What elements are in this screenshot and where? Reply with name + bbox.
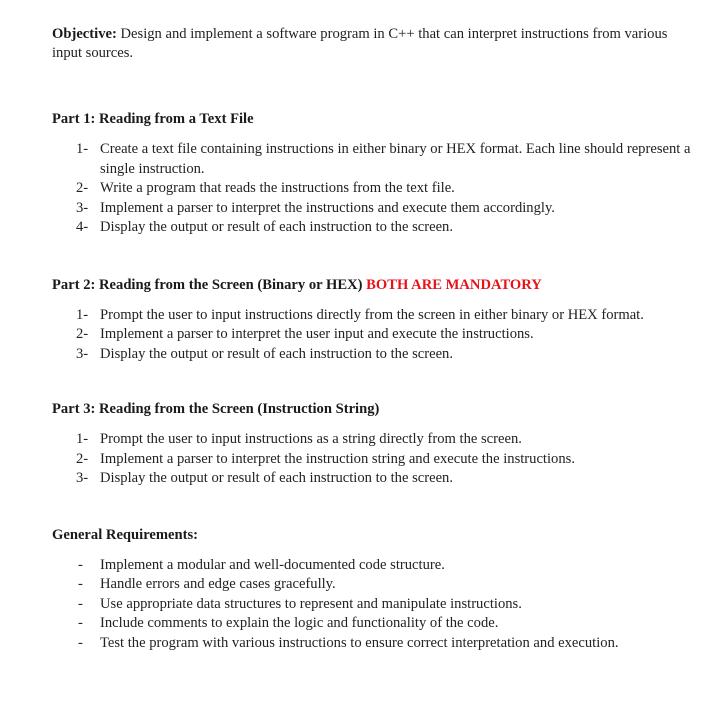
list-item-text: Implement a parser to interpret the instructions and execute them accordingly. [100, 199, 555, 216]
list-marker: 1- [76, 431, 89, 447]
list-marker: - [78, 634, 83, 651]
list-marker: 4- [76, 219, 89, 235]
list-marker: 3- [76, 470, 89, 486]
list-item [52, 430, 692, 450]
list-item [52, 634, 692, 654]
general-requirements-list [52, 556, 692, 654]
list-item [52, 614, 692, 634]
list-marker: 1- [76, 306, 89, 323]
list-item [52, 450, 692, 470]
list-item-text: Display the output or result of each instruction to the screen. [100, 470, 453, 486]
part1-heading: Part 1: Reading from a Text File [52, 111, 254, 127]
list-item [52, 325, 692, 345]
list-marker: - [78, 595, 83, 612]
list-marker: 2- [76, 450, 89, 467]
list-item [52, 345, 692, 365]
list-marker: 3- [76, 345, 89, 362]
list-item-text: Handle errors and edge cases gracefully. [100, 576, 336, 592]
list-item-text: Prompt the user to input instructions as a string directly from the screen. [100, 431, 522, 447]
list-item-text: Display the output or result of each instruction to the screen. [100, 345, 453, 362]
list-marker: 2- [76, 326, 89, 342]
part2-heading [52, 276, 692, 295]
list-marker: 1- [76, 141, 89, 157]
list-marker: - [78, 576, 83, 592]
part2-list [52, 306, 692, 365]
objective-paragraph [52, 25, 692, 63]
list-item [52, 595, 692, 615]
list-item [52, 199, 692, 219]
part1-list [52, 140, 692, 238]
list-item-text: Test the program with various instructions to ensure correct interpretation and execution. [100, 634, 619, 651]
list-item-text: Write a program that reads the instructions from the text file. [100, 180, 455, 196]
list-item-text: Display the output or result of each instruction to the screen. [100, 219, 453, 235]
list-item-text: Create a text file containing instructions in either binary or HEX format. Each line should represent a single instruction. [100, 141, 691, 177]
general-requirements-heading: General Requirements: [52, 526, 199, 543]
list-item [52, 179, 692, 199]
list-item [52, 556, 692, 576]
list-marker: - [78, 615, 83, 631]
list-item-text: Include comments to explain the logic and functionality of the code. [100, 615, 499, 631]
part3-heading: Part 3: Reading from the Screen (Instruction String) [52, 401, 380, 417]
list-item [52, 469, 692, 489]
list-marker: 2- [76, 180, 89, 196]
part3-list [52, 430, 692, 489]
list-item-text: Prompt the user to input instructions directly from the screen in either binary or HEX format. [100, 306, 644, 323]
objective-label: Objective: [52, 26, 117, 42]
mandatory-note: BOTH ARE MANDATORY [366, 276, 542, 293]
list-item-text: Implement a parser to interpret the user input and execute the instructions. [100, 326, 534, 342]
part2-heading-text: Part 2: Reading from the Screen (Binary or HEX) [52, 276, 363, 293]
list-item [52, 306, 692, 326]
list-marker: - [78, 556, 83, 573]
list-item-text: Use appropriate data structures to represent and manipulate instructions. [100, 595, 522, 612]
objective-text: Design and implement a software program in C++ that can interpret instructions from various input sources. [52, 26, 668, 61]
list-item-text: Implement a parser to interpret the instruction string and execute the instructions. [100, 450, 575, 467]
list-item [52, 575, 692, 595]
list-item [52, 140, 692, 179]
list-item [52, 218, 692, 238]
list-item-text: Implement a modular and well-documented code structure. [100, 556, 445, 573]
document-body [52, 25, 692, 653]
list-marker: 3- [76, 199, 89, 216]
